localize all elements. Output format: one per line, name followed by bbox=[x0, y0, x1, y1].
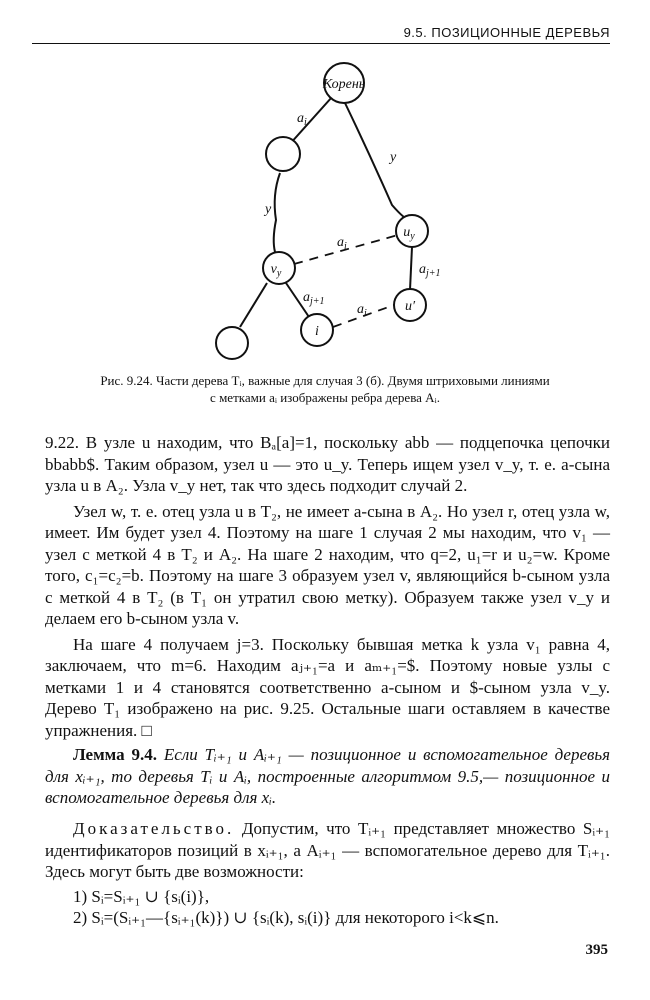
edge-uy-uprime bbox=[410, 247, 412, 290]
edge-label-vy-uy: $a_i$ bbox=[337, 235, 347, 252]
proof-text: Допустим, что Tᵢ₊₁ представляет множество Sᵢ₊₁ идентификаторов позиций в xᵢ₊₁, а Aᵢ₊₁ — вспомогательное дерево для Tᵢ₊₁. Здесь могут быть две возможности: bbox=[45, 819, 610, 881]
page-number: 395 bbox=[585, 942, 608, 958]
lemma-title: Лемма 9.4. bbox=[73, 745, 158, 764]
edge-label-root-left: $a_i$ bbox=[297, 111, 307, 128]
lemma bbox=[45, 744, 610, 809]
header-title: 9.5. ПОЗИЦИОННЫЕ ДЕРЕВЬЯ bbox=[403, 25, 610, 40]
node-vy-label: $v_y$ bbox=[270, 262, 282, 279]
edge-label-i-uprime: $a_i$ bbox=[357, 302, 367, 319]
edge-root-left bbox=[289, 97, 332, 145]
left-leaf-node bbox=[216, 327, 248, 359]
node-i-label: i bbox=[315, 324, 319, 339]
body-text bbox=[45, 432, 610, 741]
lemma-paragraph bbox=[45, 744, 610, 809]
list-item-1: 1) Sᵢ=Sᵢ₊₁ ∪ {sᵢ(i)}, bbox=[73, 886, 210, 906]
running-header bbox=[32, 25, 610, 44]
tree-figure bbox=[0, 55, 650, 365]
paragraph-2: Узел w, т. е. отец узла u в T₂, не имеет a-сына в A₂. Но узел r, отец узла w, имеет. Им будет узел 4. Поэтому на шаге 1 случая 2 мы находим, что v₁ — узел с меткой 4 в T₂ и A₂. На шаге 2 находим, что q=2, u₁=r и u₂=w. Кроме того, c₁=c₂=b. Поэтому на шаге 3 образуем узел v, являющийся b-сыном узла с меткой 4 в T₂ (в T₁ он утратил свою метку). Образуем также узел v_y и делаем его b-сыном узла v. bbox=[45, 501, 610, 628]
figure-caption bbox=[40, 372, 610, 406]
proof bbox=[45, 818, 610, 929]
list-item-2: 2) Sᵢ=(Sᵢ₊₁—{sᵢ₊₁(k)}) ∪ {sᵢ(k), sᵢ(i)} для некоторого i<k⩽n. bbox=[73, 908, 499, 927]
edge-vy-leftleaf bbox=[240, 283, 267, 327]
edge-label-vy-i: $a_{j+1}$ bbox=[303, 290, 325, 307]
node-uy-label: $u_y$ bbox=[403, 225, 415, 242]
edge-label-root-uy: y bbox=[390, 150, 397, 165]
left-node bbox=[266, 137, 300, 171]
node-uprime-label: u′ bbox=[404, 299, 416, 314]
edge-label-uy-uprime: $a_{j+1}$ bbox=[419, 262, 441, 279]
caption-line-2: с метками aᵢ изображены ребра дерева Aᵢ. bbox=[210, 390, 440, 405]
paragraph-3: На шаге 4 получаем j=3. Поскольку бывшая метка k узла v₁ равна 4, заключаем, что m=6. Находим aⱼ₊₁=a и aₘ₊₁=$. Поэтому новые узлы с метками 1 и 4 становятся соответственно a-сыном и $-сыном узла v_y. Дерево T₁ изображено на рис. 9.25. Остальные шаги оставляем в качестве упражнения. □ bbox=[45, 634, 610, 740]
proof-paragraph bbox=[45, 818, 610, 883]
proof-word: Доказательство. bbox=[73, 819, 235, 838]
paragraph-1: 9.22. В узле u находим, что Bₐ[a]=1, поскольку abb — подцепочка цепочки bbabb$. Таким образом, узел u — это u_y. Теперь ищем узел v_y, т. е. a-сына узла u в A₂. Узла v_y нет, так что здесь подходит случай 2. bbox=[45, 433, 610, 495]
edge-label-left-vy: y bbox=[265, 202, 272, 217]
lemma-text: Если Tᵢ₊₁ и Aᵢ₊₁ — позиционное и вспомогательное деревья для xᵢ₊₁, то деревья Tᵢ и Aᵢ, построенные алгоритмом 9.5,— позиционное и вспомогательное деревья для xᵢ. bbox=[45, 745, 611, 807]
tree-diagram bbox=[0, 55, 650, 365]
edge-left-vy bbox=[274, 173, 280, 252]
edge-root-uy bbox=[345, 103, 410, 220]
caption-line-1: Рис. 9.24. Части дерева Tᵢ, важные для случая 3 (б). Двумя штриховыми линиями bbox=[100, 373, 550, 388]
root-label: Корень bbox=[322, 77, 366, 92]
